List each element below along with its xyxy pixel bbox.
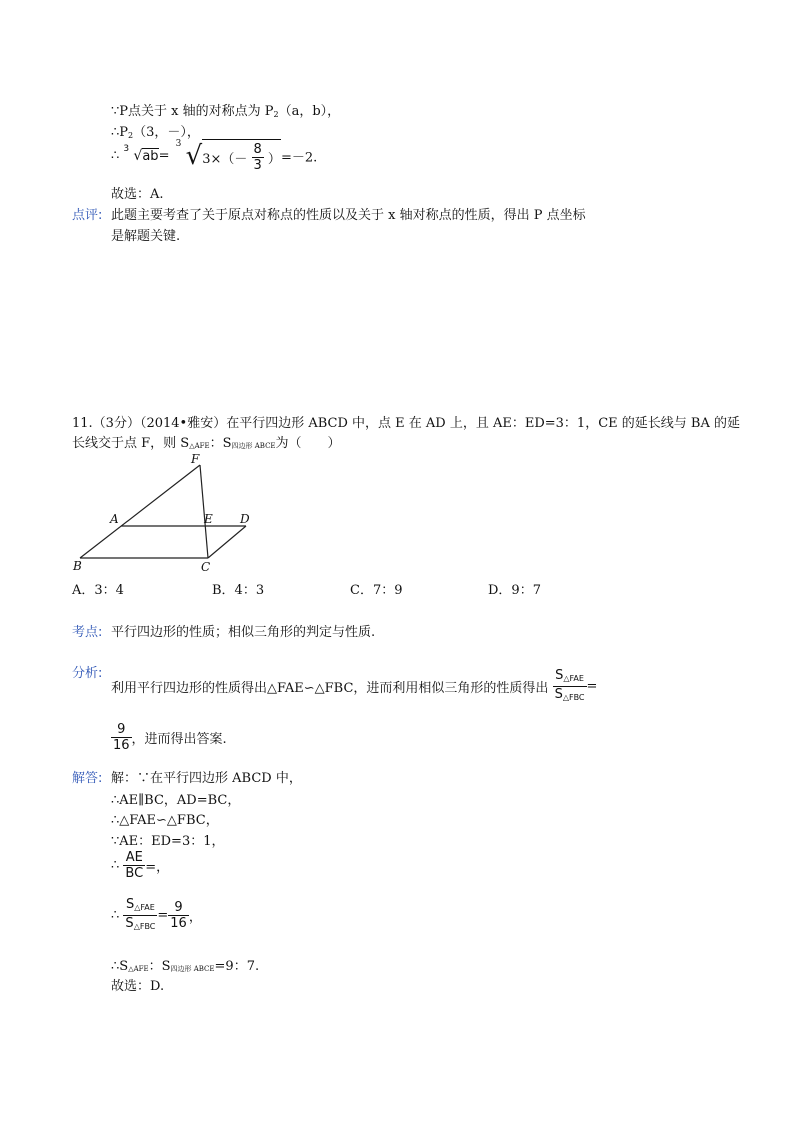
jieda-line-2: ∴AE∥BC，AD=BC， bbox=[111, 793, 241, 808]
fenxi-text-line: 利用平行四边形的性质得出△FAE∽△FBC，进而利用相似三角形的性质得出 $\frac{S_{\triangle FAE}}{S_{\triangle FBC}}$ = bbox=[111, 668, 597, 714]
prev-solution-choice: 故选：A. bbox=[111, 187, 164, 202]
jieda-fraction-ratio: $\frac{9}{16}$ bbox=[170, 900, 187, 931]
question-text-1: 11.（3分）（2014•雅安）在平行四边形 ABCD 中，点 E 在 AD 上，且 AE：ED=3：1，CE 的延长线与 BA 的延 bbox=[72, 416, 740, 431]
point-label-D: D bbox=[240, 512, 250, 526]
point-label-A: A bbox=[110, 512, 119, 526]
point-label-F: F bbox=[191, 452, 200, 466]
option-c[interactable]: C．7：9 bbox=[350, 583, 403, 598]
fenxi-fraction-ratio: $\frac{9}{16}$ bbox=[113, 722, 130, 753]
jieda-line-1: 解：∵在平行四边形 ABCD 中， bbox=[111, 771, 302, 786]
jieda-line-5: ∴ $\frac{AE}{BC}$ =， bbox=[111, 850, 170, 881]
segment-BF bbox=[80, 465, 200, 558]
fenxi-text-line-2: $\frac{9}{16}$ ，进而得出答案. bbox=[113, 722, 227, 753]
fenxi-fraction-area: $\frac{S_{\triangle FAE}}{S_{\triangle FBC}}$ bbox=[554, 668, 585, 702]
segment-DC bbox=[208, 526, 246, 558]
jieda-fraction-area: $\frac{S_{\triangle FAE}}{S_{\triangle FBC}}$ bbox=[125, 897, 156, 931]
prev-solution-line-3: ∴ 3 √ab= 3 √3×（－ $\frac{8}{3}$ ）=－2. bbox=[111, 139, 318, 173]
point-label-B: B bbox=[73, 559, 82, 573]
jieda-label: 解答: bbox=[72, 771, 103, 786]
prev-solution-line-2: $\therefore P_2(3$，－）， bbox=[111, 125, 200, 140]
cube-root-expression: 3 √3×（－ $\frac{8}{3}$ ） bbox=[175, 139, 281, 173]
option-b[interactable]: B．4：3 bbox=[212, 583, 265, 598]
question-text-2: 长线交于点 F，则 S△AFE：S四边形 ABCE为（ ） bbox=[72, 436, 341, 451]
jieda-line-6: ∴ $\frac{S_{\triangle FAE}}{S_{\triangle FBC}}$ = $\frac{9}{16}$ ， bbox=[111, 897, 202, 943]
review-label: 点评: bbox=[72, 208, 103, 223]
jieda-line-7: ∴S△AFE：S四边形 ABCE=9：7. bbox=[111, 959, 260, 974]
kaodian-label: 考点: bbox=[72, 625, 103, 640]
jieda-fraction-ae-bc: $\frac{AE}{BC}$ bbox=[125, 850, 144, 881]
parallelogram-figure bbox=[70, 450, 270, 575]
jieda-line-4: ∵AE：ED=3：1， bbox=[111, 834, 225, 849]
cube-root-ab: 3 √ab bbox=[123, 144, 159, 164]
prev-solution-line-1: ∵P点关于 x 轴的对称点为 $P_2(a$，b）， bbox=[111, 104, 341, 119]
point-label-C: C bbox=[201, 560, 211, 574]
jieda-choice: 故选：D. bbox=[111, 979, 165, 994]
point-label-E: E bbox=[204, 512, 213, 526]
review-text-1: 此题主要考查了关于原点对称点的性质以及关于 x 轴对称点的性质，得出 P 点坐标 bbox=[111, 208, 586, 223]
option-d[interactable]: D．9：7 bbox=[488, 583, 541, 598]
option-a[interactable]: A．3：4 bbox=[72, 583, 124, 598]
fenxi-label: 分析: bbox=[72, 666, 103, 681]
jieda-line-3: ∴△FAE∽△FBC， bbox=[111, 813, 219, 828]
review-text-2: 是解题关键. bbox=[111, 229, 181, 244]
kaodian-text: 平行四边形的性质；相似三角形的判定与性质. bbox=[111, 625, 376, 640]
